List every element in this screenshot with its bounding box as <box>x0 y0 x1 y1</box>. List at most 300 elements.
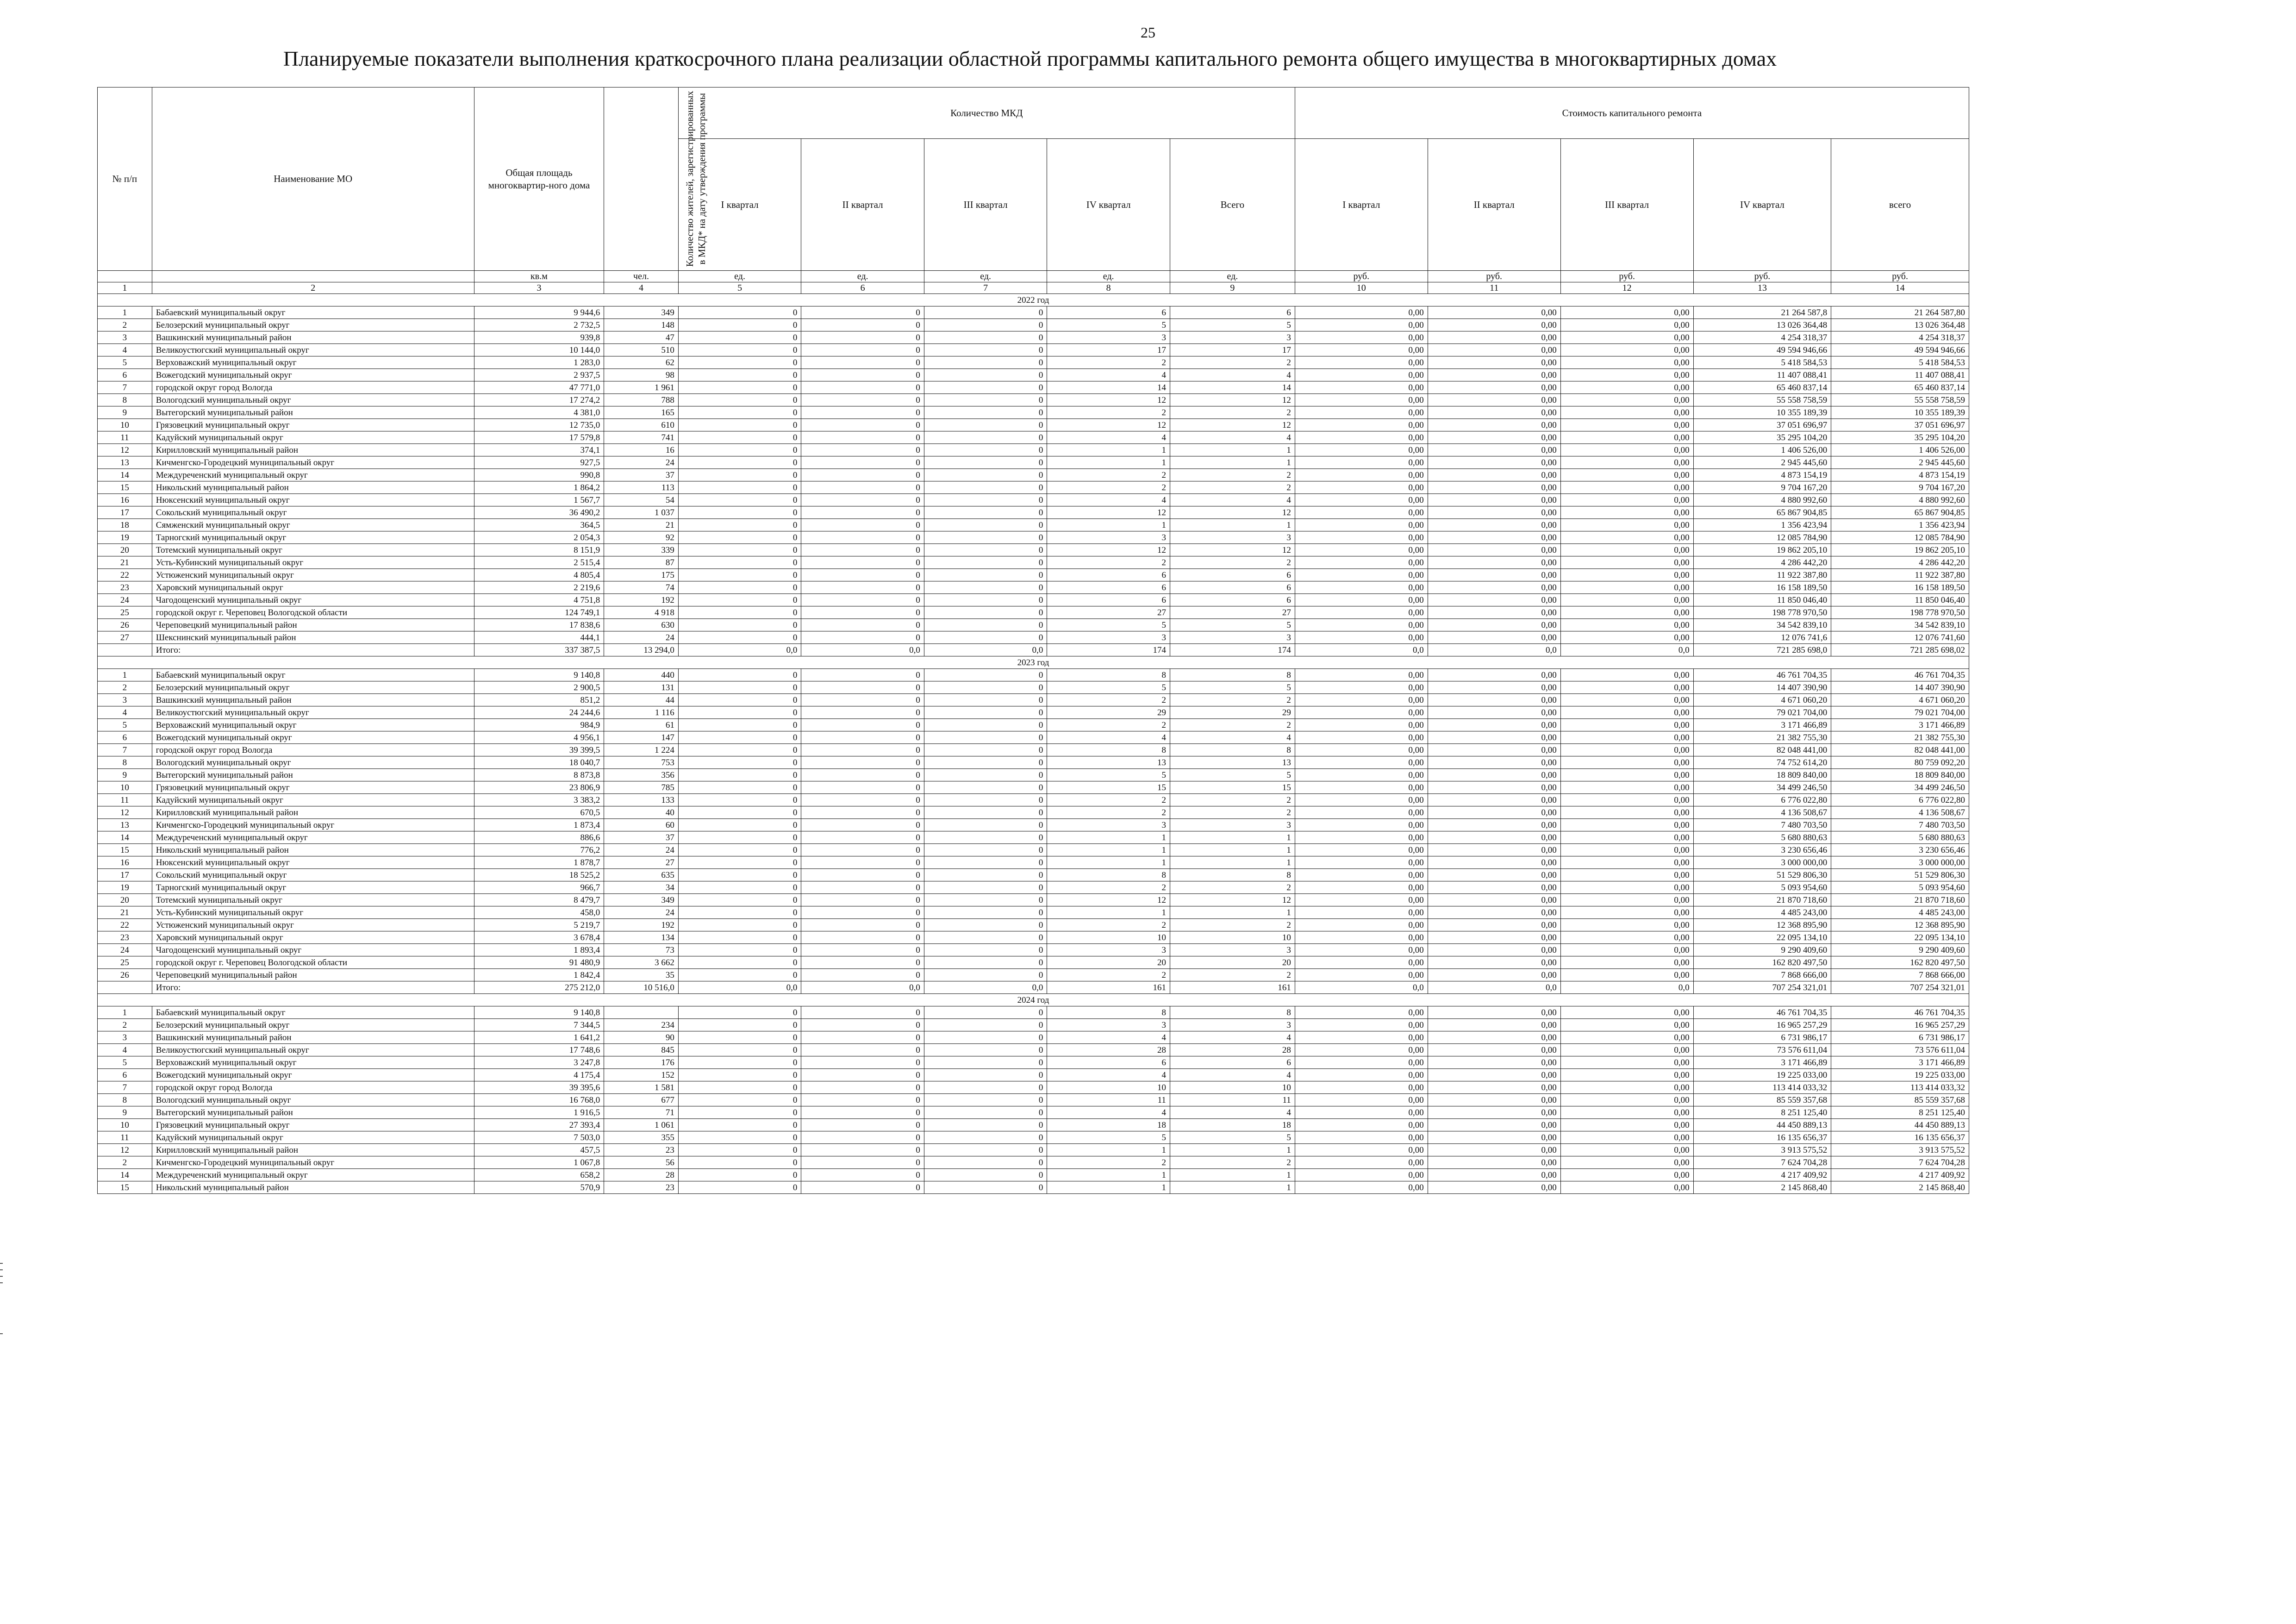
table-row <box>98 781 1969 794</box>
cell-area: 10 144,0 <box>474 344 604 356</box>
cell-area: 1 067,8 <box>474 1156 604 1169</box>
cell-count-q3: 0 <box>924 719 1047 731</box>
table-row <box>98 469 1969 481</box>
column-number: 6 <box>801 282 924 294</box>
cell-count-q3: 0 <box>924 594 1047 606</box>
cell-row-number: 22 <box>98 569 152 581</box>
cell-residents: 339 <box>604 544 679 556</box>
cell-count-q3: 0 <box>924 819 1047 831</box>
cell-cost-q2: 0,00 <box>1428 1106 1560 1119</box>
cell-mo-name: Вытегорский муниципальный район <box>152 406 474 419</box>
cell-cost-q2: 0,00 <box>1428 1069 1560 1081</box>
scan-edge-mark <box>0 1263 3 1264</box>
cell-count-q3: 0 <box>924 944 1047 956</box>
cell-count-q1: 0 <box>678 844 801 856</box>
cell-residents: 356 <box>604 769 679 781</box>
cell-area: 17 274,2 <box>474 394 604 406</box>
cell-residents: 165 <box>604 406 679 419</box>
cell-area: 36 490,2 <box>474 506 604 519</box>
cell-cost-q1: 0,00 <box>1295 681 1428 694</box>
cell-row-number: 17 <box>98 506 152 519</box>
cell-count-q2: 0 <box>801 419 924 431</box>
cell-mo-name: Кадуйский муниципальный округ <box>152 794 474 806</box>
cell-cost-q1: 0,00 <box>1295 344 1428 356</box>
cell-count-q2: 0 <box>801 494 924 506</box>
table-row <box>98 406 1969 419</box>
cell-count-q2: 0 <box>801 1156 924 1169</box>
cell-cost-q3: 0,00 <box>1560 706 1693 719</box>
cell-count-total: 12 <box>1170 544 1295 556</box>
cell-count-q4: 4 <box>1047 494 1170 506</box>
cell-count-q2: 0 <box>801 606 924 619</box>
cell-cost-q3: 0,00 <box>1560 1181 1693 1194</box>
cell-count-q1: 0 <box>678 1006 801 1019</box>
cell-cost-q3: 0,00 <box>1560 806 1693 819</box>
cell-cost-q2: 0,00 <box>1428 544 1560 556</box>
cell-cost-q2: 0,00 <box>1428 394 1560 406</box>
cell-cost-total: 79 021 704,00 <box>1831 706 1969 719</box>
cell-mo-name: Вытегорский муниципальный район <box>152 1106 474 1119</box>
cell-area: 1 842,4 <box>474 969 604 981</box>
cell-cost-q4: 3 230 656,46 <box>1693 844 1831 856</box>
cell-cost-total: 21 870 718,60 <box>1831 894 1969 906</box>
cell-count-q2: 0 <box>801 356 924 369</box>
header-name: Наименование МО <box>152 87 474 271</box>
cell-cost-q1: 0,00 <box>1295 506 1428 519</box>
cell-cost-q3: 0,00 <box>1560 1106 1693 1119</box>
cell-row-number: 19 <box>98 531 152 544</box>
scan-edge-mark <box>0 1269 3 1270</box>
cell-row-number: 22 <box>98 919 152 931</box>
cell-cost-q3: 0,00 <box>1560 1131 1693 1144</box>
cell-row-number: 21 <box>98 556 152 569</box>
cell-count-q1: 0 <box>678 931 801 944</box>
cell-residents: 349 <box>604 306 679 319</box>
cell-row-number: 1 <box>98 1006 152 1019</box>
cell-count-total: 11 <box>1170 1094 1295 1106</box>
cell-count-q1: 0 <box>678 381 801 394</box>
cell-mo-name: Харовский муниципальный округ <box>152 581 474 594</box>
column-number: 14 <box>1831 282 1969 294</box>
cell-row-number: 10 <box>98 781 152 794</box>
cell-count-q3: 0 <box>924 306 1047 319</box>
cell-cost-q1: 0,00 <box>1295 1069 1428 1081</box>
cell-count-q4: 2 <box>1047 881 1170 894</box>
cell-cost-q1: 0,00 <box>1295 494 1428 506</box>
unit-cell: ед. <box>1047 271 1170 282</box>
cell-count-q1: 0 <box>678 619 801 631</box>
cell-cost-q1: 0,00 <box>1295 731 1428 744</box>
cell-cost-q2: 0,00 <box>1428 419 1560 431</box>
year-row <box>98 656 1969 669</box>
cell-cost-q3: 0,00 <box>1560 1119 1693 1131</box>
table-row <box>98 1069 1969 1081</box>
total-cost-q4: 721 285 698,0 <box>1693 644 1831 656</box>
cell-count-q1: 0 <box>678 1044 801 1056</box>
cell-count-total: 2 <box>1170 356 1295 369</box>
cell-residents: 753 <box>604 756 679 769</box>
cell-count-q4: 6 <box>1047 306 1170 319</box>
table-row <box>98 1131 1969 1144</box>
table-row <box>98 331 1969 344</box>
cell-cost-q2: 0,00 <box>1428 331 1560 344</box>
cell-count-total: 14 <box>1170 381 1295 394</box>
cell-cost-q3: 0,00 <box>1560 419 1693 431</box>
table-row <box>98 806 1969 819</box>
cell-count-q2: 0 <box>801 319 924 331</box>
cell-count-q2: 0 <box>801 1119 924 1131</box>
cell-cost-q2: 0,00 <box>1428 881 1560 894</box>
cell-count-q2: 0 <box>801 506 924 519</box>
cell-residents: 40 <box>604 806 679 819</box>
header-column-numbers-row <box>98 282 1969 294</box>
cell-cost-q3: 0,00 <box>1560 1069 1693 1081</box>
cell-residents: 192 <box>604 919 679 931</box>
cell-count-q2: 0 <box>801 731 924 744</box>
total-cost-q3: 0,0 <box>1560 644 1693 656</box>
cell-count-q3: 0 <box>924 456 1047 469</box>
cell-count-total: 2 <box>1170 481 1295 494</box>
cell-cost-q3: 0,00 <box>1560 431 1693 444</box>
table-row <box>98 619 1969 631</box>
cell-count-total: 8 <box>1170 669 1295 681</box>
cell-area: 2 515,4 <box>474 556 604 569</box>
cell-residents: 16 <box>604 444 679 456</box>
cell-cost-q4: 85 559 357,68 <box>1693 1094 1831 1106</box>
cell-cost-q4: 37 051 696,97 <box>1693 419 1831 431</box>
cell-cost-q4: 79 021 704,00 <box>1693 706 1831 719</box>
cell-cost-q2: 0,00 <box>1428 919 1560 931</box>
cell-count-q1: 0 <box>678 531 801 544</box>
cell-cost-q3: 0,00 <box>1560 831 1693 844</box>
cell-count-q2: 0 <box>801 1044 924 1056</box>
cell-count-q1: 0 <box>678 731 801 744</box>
cell-row-number: 3 <box>98 694 152 706</box>
cell-cost-q4: 7 624 704,28 <box>1693 1156 1831 1169</box>
cell-count-q3: 0 <box>924 369 1047 381</box>
cell-count-total: 5 <box>1170 1131 1295 1144</box>
cell-count-q1: 0 <box>678 519 801 531</box>
total-count-q2: 0,0 <box>801 644 924 656</box>
cell-residents: 113 <box>604 481 679 494</box>
cell-count-q4: 12 <box>1047 894 1170 906</box>
cell-cost-q3: 0,00 <box>1560 444 1693 456</box>
cell-cost-total: 35 295 104,20 <box>1831 431 1969 444</box>
cell-row-number: 11 <box>98 794 152 806</box>
cell-area: 9 944,6 <box>474 306 604 319</box>
cell-count-total: 18 <box>1170 1119 1295 1131</box>
cell-count-q1: 0 <box>678 1181 801 1194</box>
cell-count-q2: 0 <box>801 681 924 694</box>
cell-count-q1: 0 <box>678 494 801 506</box>
unit-cell: ед. <box>678 271 801 282</box>
cell-cost-q3: 0,00 <box>1560 619 1693 631</box>
unit-cell: руб. <box>1295 271 1428 282</box>
cell-cost-total: 113 414 033,32 <box>1831 1081 1969 1094</box>
cell-row-number: 5 <box>98 1056 152 1069</box>
cell-row-number: 9 <box>98 769 152 781</box>
cell-count-q4: 29 <box>1047 706 1170 719</box>
table-row <box>98 681 1969 694</box>
cell-residents: 44 <box>604 694 679 706</box>
total-count-q1: 0,0 <box>678 981 801 994</box>
cell-cost-total: 21 264 587,80 <box>1831 306 1969 319</box>
cell-cost-q1: 0,00 <box>1295 719 1428 731</box>
cell-count-q2: 0 <box>801 1069 924 1081</box>
cell-cost-q1: 0,00 <box>1295 356 1428 369</box>
cell-count-total: 15 <box>1170 781 1295 794</box>
cell-area: 39 395,6 <box>474 1081 604 1094</box>
cell-row-number: 15 <box>98 1181 152 1194</box>
cell-mo-name: Шекснинский муниципальный район <box>152 631 474 644</box>
cell-area: 16 768,0 <box>474 1094 604 1106</box>
cell-cost-q3: 0,00 <box>1560 494 1693 506</box>
cell-cost-q1: 0,00 <box>1295 444 1428 456</box>
cell-row-number: 15 <box>98 844 152 856</box>
cell-cost-q1: 0,00 <box>1295 544 1428 556</box>
cell-count-total: 4 <box>1170 1069 1295 1081</box>
cell-count-q1: 0 <box>678 456 801 469</box>
cell-cost-total: 34 499 246,50 <box>1831 781 1969 794</box>
cell-count-total: 1 <box>1170 831 1295 844</box>
cell-area: 2 219,6 <box>474 581 604 594</box>
cell-residents: 635 <box>604 869 679 881</box>
cell-count-q4: 8 <box>1047 869 1170 881</box>
cell-area: 1 864,2 <box>474 481 604 494</box>
cell-cost-total: 11 922 387,80 <box>1831 569 1969 581</box>
total-count-q3: 0,0 <box>924 644 1047 656</box>
cell-cost-q2: 0,00 <box>1428 906 1560 919</box>
cell-row-number: 2 <box>98 681 152 694</box>
header-residents <box>604 87 708 271</box>
cell-area: 18 525,2 <box>474 869 604 881</box>
cell-count-q3: 0 <box>924 431 1047 444</box>
cell-cost-total: 12 368 895,90 <box>1831 919 1969 931</box>
cell-cost-q4: 34 542 839,10 <box>1693 619 1831 631</box>
cell-cost-q2: 0,00 <box>1428 794 1560 806</box>
cell-count-q4: 12 <box>1047 394 1170 406</box>
cell-mo-name: городской округ г. Череповец Вологодской области <box>152 606 474 619</box>
column-number: 10 <box>1295 282 1428 294</box>
cell-count-q3: 0 <box>924 394 1047 406</box>
table-row <box>98 1081 1969 1094</box>
cell-cost-q1: 0,00 <box>1295 1106 1428 1119</box>
cell-cost-total: 5 093 954,60 <box>1831 881 1969 894</box>
cell-count-q2: 0 <box>801 344 924 356</box>
cell-count-q1: 0 <box>678 1056 801 1069</box>
cell-cost-q3: 0,00 <box>1560 731 1693 744</box>
cell-count-q4: 5 <box>1047 619 1170 631</box>
cell-row-number: 8 <box>98 756 152 769</box>
table-row <box>98 456 1969 469</box>
cell-residents: 23 <box>604 1181 679 1194</box>
cell-mo-name: Белозерский муниципальный округ <box>152 319 474 331</box>
table-row <box>98 1181 1969 1194</box>
cell-cost-q3: 0,00 <box>1560 1169 1693 1181</box>
cell-count-total: 1 <box>1170 519 1295 531</box>
cell-mo-name: Кичменгско-Городецкий муниципальный округ <box>152 456 474 469</box>
cell-cost-q1: 0,00 <box>1295 394 1428 406</box>
cell-cost-q2: 0,00 <box>1428 681 1560 694</box>
cell-residents: 71 <box>604 1106 679 1119</box>
cell-count-q4: 1 <box>1047 456 1170 469</box>
unit-cell <box>152 271 474 282</box>
cell-count-q3: 0 <box>924 556 1047 569</box>
cell-count-total: 1 <box>1170 1181 1295 1194</box>
cell-cost-q4: 12 085 784,90 <box>1693 531 1831 544</box>
cell-count-q4: 4 <box>1047 731 1170 744</box>
cell-count-q4: 4 <box>1047 1106 1170 1119</box>
cell-row-number: 5 <box>98 356 152 369</box>
cell-cost-total: 3 171 466,89 <box>1831 1056 1969 1069</box>
cell-cost-q4: 19 862 205,10 <box>1693 544 1831 556</box>
cell-cost-total: 18 809 840,00 <box>1831 769 1969 781</box>
total-blank <box>98 644 152 656</box>
cell-count-q3: 0 <box>924 406 1047 419</box>
cell-cost-q4: 73 576 611,04 <box>1693 1044 1831 1056</box>
column-number: 4 <box>604 282 679 294</box>
year-label: 2023 год <box>98 656 1969 669</box>
cell-count-q4: 2 <box>1047 919 1170 931</box>
table-row <box>98 1056 1969 1069</box>
cell-count-q1: 0 <box>678 706 801 719</box>
cell-count-q2: 0 <box>801 819 924 831</box>
cell-cost-q1: 0,00 <box>1295 919 1428 931</box>
cell-residents: 1 116 <box>604 706 679 719</box>
cell-count-q2: 0 <box>801 769 924 781</box>
header-residents-text <box>684 91 708 267</box>
cell-cost-q4: 4 217 409,92 <box>1693 1169 1831 1181</box>
cell-count-q3: 0 <box>924 1106 1047 1119</box>
column-number: 11 <box>1428 282 1560 294</box>
cell-cost-q4: 16 158 189,50 <box>1693 581 1831 594</box>
cell-area: 1 567,7 <box>474 494 604 506</box>
table-row <box>98 744 1969 756</box>
cell-cost-total: 3 171 466,89 <box>1831 719 1969 731</box>
total-count-q4: 174 <box>1047 644 1170 656</box>
cell-count-q4: 12 <box>1047 419 1170 431</box>
page-title: Планируемые показатели выполнения краткосрочного плана реализации областной программы капитального ремонта общего имущества в многоквартирных домах <box>283 47 1777 70</box>
cell-row-number: 6 <box>98 731 152 744</box>
cell-cost-q1: 0,00 <box>1295 1131 1428 1144</box>
cell-cost-total: 46 761 704,35 <box>1831 669 1969 681</box>
table-row <box>98 956 1969 969</box>
cell-count-q2: 0 <box>801 794 924 806</box>
cell-cost-q4: 11 922 387,80 <box>1693 569 1831 581</box>
cell-area: 457,5 <box>474 1144 604 1156</box>
total-count-total: 174 <box>1170 644 1295 656</box>
header-count-q2: II квартал <box>801 139 924 271</box>
cell-area: 4 175,4 <box>474 1069 604 1081</box>
cell-cost-q3: 0,00 <box>1560 819 1693 831</box>
cell-cost-total: 12 085 784,90 <box>1831 531 1969 544</box>
cell-area: 8 151,9 <box>474 544 604 556</box>
cell-count-q3: 0 <box>924 344 1047 356</box>
cell-cost-q3: 0,00 <box>1560 969 1693 981</box>
cell-count-total: 4 <box>1170 731 1295 744</box>
cell-area: 91 480,9 <box>474 956 604 969</box>
cell-area: 1 641,2 <box>474 1031 604 1044</box>
cell-residents: 24 <box>604 631 679 644</box>
cell-count-q2: 0 <box>801 669 924 681</box>
cell-count-q2: 0 <box>801 1106 924 1119</box>
cell-count-total: 1 <box>1170 856 1295 869</box>
cell-count-q1: 0 <box>678 781 801 794</box>
total-cost-q4: 707 254 321,01 <box>1693 981 1831 994</box>
cell-residents: 785 <box>604 781 679 794</box>
cell-cost-q1: 0,00 <box>1295 769 1428 781</box>
cell-cost-q2: 0,00 <box>1428 531 1560 544</box>
cell-cost-total: 162 820 497,50 <box>1831 956 1969 969</box>
cell-cost-total: 55 558 758,59 <box>1831 394 1969 406</box>
column-number: 9 <box>1170 282 1295 294</box>
year-label: 2022 год <box>98 294 1969 306</box>
cell-cost-q3: 0,00 <box>1560 1156 1693 1169</box>
cell-count-total: 28 <box>1170 1044 1295 1056</box>
cell-cost-q3: 0,00 <box>1560 406 1693 419</box>
cell-row-number: 13 <box>98 456 152 469</box>
cell-count-q2: 0 <box>801 619 924 631</box>
cell-cost-q1: 0,00 <box>1295 319 1428 331</box>
cell-cost-q2: 0,00 <box>1428 1156 1560 1169</box>
cell-cost-q4: 6 776 022,80 <box>1693 794 1831 806</box>
cell-row-number: 14 <box>98 469 152 481</box>
cell-residents: 788 <box>604 394 679 406</box>
cell-cost-q4: 2 945 445,60 <box>1693 456 1831 469</box>
cell-mo-name: Вожегодский муниципальный округ <box>152 731 474 744</box>
cell-residents: 349 <box>604 894 679 906</box>
cell-row-number: 26 <box>98 619 152 631</box>
cell-count-q1: 0 <box>678 606 801 619</box>
cell-residents: 23 <box>604 1144 679 1156</box>
total-area: 337 387,5 <box>474 644 604 656</box>
cell-cost-total: 4 880 992,60 <box>1831 494 1969 506</box>
cell-count-q4: 2 <box>1047 694 1170 706</box>
cell-area: 17 838,6 <box>474 619 604 631</box>
cell-cost-total: 4 485 243,00 <box>1831 906 1969 919</box>
cell-cost-q4: 8 251 125,40 <box>1693 1106 1831 1119</box>
cell-cost-q2: 0,00 <box>1428 844 1560 856</box>
cell-count-q2: 0 <box>801 806 924 819</box>
header-count-q4: IV квартал <box>1047 139 1170 271</box>
cell-count-q4: 2 <box>1047 1156 1170 1169</box>
cell-row-number: 4 <box>98 706 152 719</box>
cell-cost-q3: 0,00 <box>1560 1094 1693 1106</box>
cell-row-number: 25 <box>98 956 152 969</box>
cell-cost-q3: 0,00 <box>1560 1044 1693 1056</box>
cell-count-q3: 0 <box>924 1019 1047 1031</box>
cell-count-q2: 0 <box>801 969 924 981</box>
cell-cost-q3: 0,00 <box>1560 669 1693 681</box>
cell-count-q1: 0 <box>678 969 801 981</box>
cell-count-q1: 0 <box>678 819 801 831</box>
cell-count-q3: 0 <box>924 756 1047 769</box>
cell-count-q1: 0 <box>678 356 801 369</box>
cell-row-number: 12 <box>98 444 152 456</box>
cell-row-number: 18 <box>98 519 152 531</box>
cell-cost-q3: 0,00 <box>1560 331 1693 344</box>
cell-cost-q3: 0,00 <box>1560 544 1693 556</box>
cell-area: 1 873,4 <box>474 819 604 831</box>
cell-cost-total: 4 873 154,19 <box>1831 469 1969 481</box>
cell-area: 17 748,6 <box>474 1044 604 1056</box>
cell-row-number: 10 <box>98 419 152 431</box>
cell-count-total: 1 <box>1170 1169 1295 1181</box>
cell-count-q4: 3 <box>1047 1019 1170 1031</box>
cell-count-total: 6 <box>1170 1056 1295 1069</box>
cell-count-total: 3 <box>1170 531 1295 544</box>
cell-cost-q3: 0,00 <box>1560 856 1693 869</box>
